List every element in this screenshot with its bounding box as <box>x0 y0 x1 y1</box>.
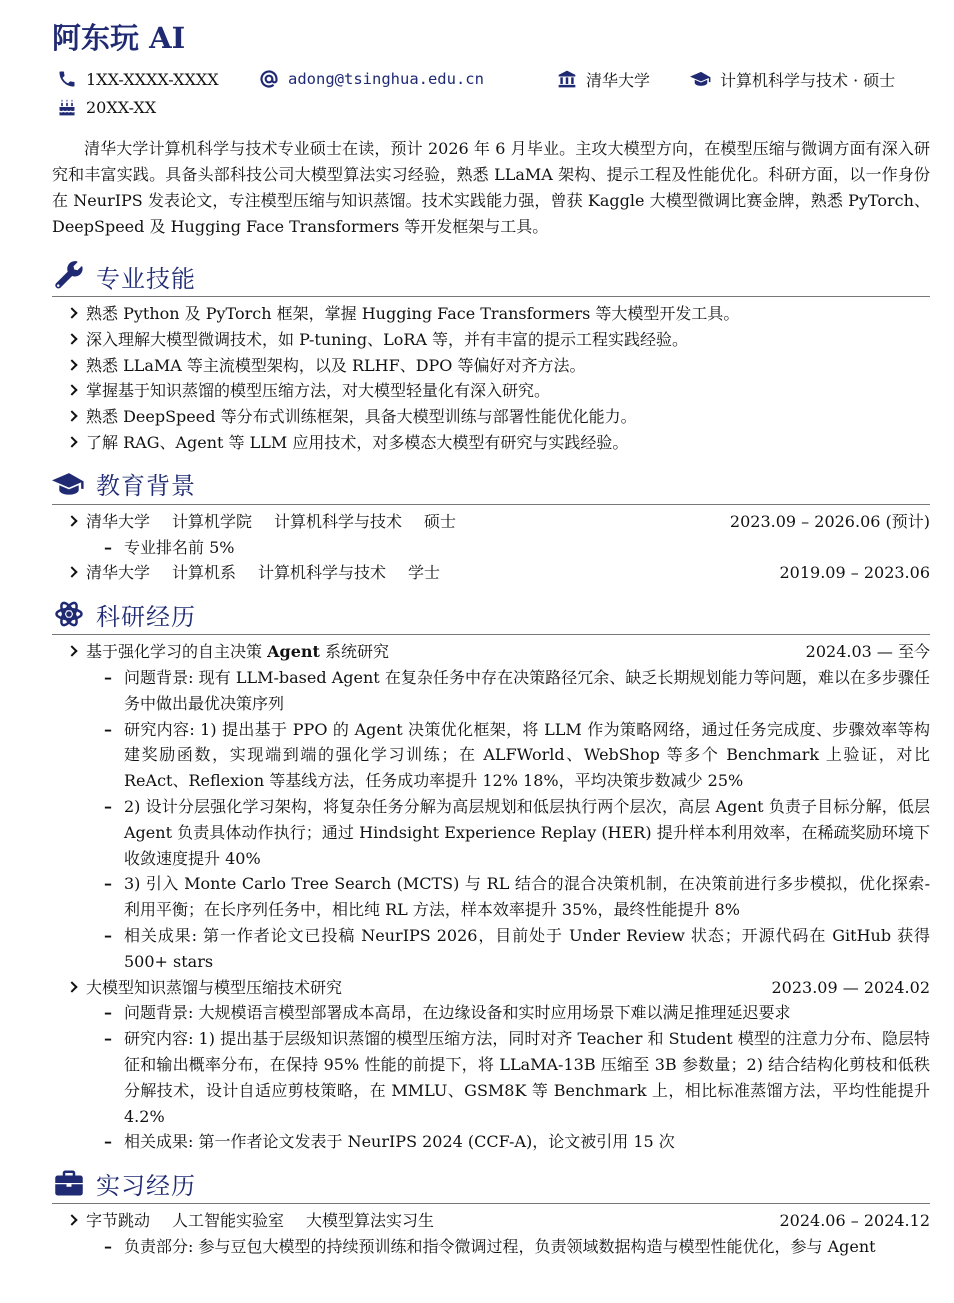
list-item: 了解 RAG、Agent 等 LLM 应用技术，对多模态大模型有研究与实践经验。 <box>52 430 930 456</box>
education-entry <box>52 509 930 535</box>
wrench-icon <box>52 261 86 291</box>
intern-role: 大模型算法实习生 <box>306 1211 435 1231</box>
degree-text: 计算机科学与技术 · 硕士 <box>720 70 896 90</box>
edu-date: 2019.09 – 2023.06 <box>779 563 930 583</box>
summary: 清华大学计算机科学与技术专业硕士在读，预计 2026 年 6 月毕业。主攻大模型方向，在模型压缩与微调方面有深入研究和丰富实践。具备头部科技公司大模型算法实习经验，熟悉 LLaMA 架构、提示工程及性能优化。科研方面，以一作身份在 NeurIPS 发表论文，专注模型压缩与知识蒸馏。技术实践能力强，曾获 Kaggle 大模型微调比赛金牌，熟悉 PyTorch、DeepSpeed 及 Hugging Face Transformers 等开发框架与工具。 <box>52 139 930 236</box>
project-point: – 研究内容: 1) 提出基于层级知识蒸馏的模型压缩方法，同时对齐 Teacher 和 Student 模型的注意力分布、隐层特征和输出概率分布，在保持 95% 性能的前提下，将 LLaMA-13B 压缩至 3B 参数量；2) 结合结构化剪枝和低秩分解技术，设计自适应剪枝策略，在 MMLU、GSM8K 等 Benchmark 上，相比标准蒸馏方法，平均性能提升 4.2% <box>52 1026 930 1129</box>
internship-list <box>52 1208 930 1260</box>
project-title-pre: 基于强化学习的自主决策 <box>86 642 268 662</box>
contact-email <box>258 66 484 92</box>
intern-date: 2024.06 – 2024.12 <box>779 1211 930 1231</box>
briefcase-icon <box>52 1168 86 1198</box>
project-point: – 3) 引入 Monte Carlo Tree Search (MCTS) 与 RL 结合的混合决策机制，在决策前进行多步模拟，优化探索-利用平衡；在长序列任务中，相比纯 RL 方法，样本效率提升 35%，最终性能提升 8% <box>52 871 930 923</box>
project-title-bold: Agent <box>267 642 320 662</box>
research-project <box>52 639 930 665</box>
edu-degree: 学士 <box>408 563 441 583</box>
project-title-post: 系统研究 <box>319 642 389 662</box>
contact-degree <box>690 66 895 92</box>
project-title-pre: 大模型知识蒸馏与模型压缩技术研究 <box>86 977 343 997</box>
edu-major: 计算机科学与技术 <box>258 563 387 583</box>
university-icon <box>556 69 578 89</box>
section-title-skills: 专业技能 <box>96 264 196 293</box>
section-header-skills <box>52 256 930 297</box>
project-point: – 研究内容: 1) 提出基于 PPO 的 Agent 决策优化框架，将 LLM 作为策略网络，通过任务完成度、步骤效率等构建奖励函数，实现端到端的强化学习训练；在 ALFWorld、WebShop 等多个 Benchmark 上验证，对比 ReAct、Reflexion 等基线方法，任务成功率提升 12% 18%，平均决策步数减少 25% <box>52 717 930 794</box>
cake-icon <box>56 97 78 117</box>
project-point: – 问题背景: 现有 LLM-based Agent 在复杂任务中存在决策路径冗余、缺乏长期规划能力等问题，难以在多步骤任务中做出最优决策序列 <box>52 665 930 717</box>
project-point: – 相关成果: 第一作者论文已投稿 NeurIPS 2026，目前处于 Under Review 状态；开源代码在 GitHub 获得 500+ stars <box>52 923 930 975</box>
research-list <box>52 639 930 1155</box>
list-item: 深入理解大模型微调技术，如 P-tuning、LoRA 等，并有丰富的提示工程实践经验。 <box>52 327 930 353</box>
section-header-research <box>52 594 930 635</box>
project-point: – 相关成果: 第一作者论文发表于 NeurIPS 2024 (CCF-A)，论文被引用 15 次 <box>52 1129 930 1155</box>
school-name: 清华大学 <box>586 70 651 90</box>
research-project <box>52 975 930 1001</box>
edu-note: – 专业排名前 5% <box>52 535 930 561</box>
list-item: 掌握基于知识蒸馏的模型压缩方法，对大模型轻量化有深入研究。 <box>52 378 930 404</box>
section-title-education: 教育背景 <box>96 472 196 501</box>
project-date: 2024.03 — 至今 <box>805 642 930 662</box>
at-icon <box>258 69 280 89</box>
edu-school: 清华大学 <box>86 563 151 583</box>
section-title-research: 科研经历 <box>96 602 196 631</box>
graduation-cap-icon <box>52 469 86 499</box>
birth-date: 20XX-XX <box>86 97 157 117</box>
skills-list <box>52 301 930 456</box>
project-point: – 问题背景: 大规模语言模型部署成本高昂，在边缘设备和实时应用场景下难以满足推理延迟要求 <box>52 1000 930 1026</box>
section-header-education <box>52 464 930 505</box>
contact-birth <box>56 94 156 120</box>
contact-phone <box>56 66 219 92</box>
resume-page <box>52 18 930 1260</box>
intern-point: – 负责部分: 参与豆包大模型的持续预训练和指令微调过程，负责领域数据构造与模型性能优化，参与 Agent <box>52 1234 930 1260</box>
section-title-internship: 实习经历 <box>96 1171 196 1200</box>
internship-entry <box>52 1208 930 1234</box>
education-list <box>52 509 930 586</box>
phone-number: 1XX-XXXX-XXXX <box>86 69 219 89</box>
edu-dept: 计算机系 <box>172 563 237 583</box>
section-header-internship <box>52 1163 930 1204</box>
list-item: 熟悉 DeepSpeed 等分布式训练框架，具备大模型训练与部署性能优化能力。 <box>52 404 930 430</box>
edu-degree: 硕士 <box>424 511 457 531</box>
candidate-name: 阿东玩 AI <box>52 21 186 55</box>
atom-icon <box>52 599 86 629</box>
list-item: 熟悉 LLaMA 等主流模型架构，以及 RLHF、DPO 等偏好对齐方法。 <box>52 353 930 379</box>
education-entry <box>52 560 930 586</box>
edu-school: 清华大学 <box>86 511 151 531</box>
edu-dept: 计算机学院 <box>172 511 253 531</box>
intern-company: 字节跳动 <box>86 1211 151 1231</box>
email-link[interactable]: adong@tsinghua.edu.cn <box>288 70 484 88</box>
edu-major: 计算机科学与技术 <box>274 511 403 531</box>
contact-info <box>52 66 930 124</box>
contact-school <box>556 66 650 92</box>
graduation-cap-icon <box>690 69 712 89</box>
project-date: 2023.09 — 2024.02 <box>771 977 930 997</box>
intern-dept: 人工智能实验室 <box>172 1211 285 1231</box>
phone-icon <box>56 69 78 89</box>
project-point: – 2) 设计分层强化学习架构，将复杂任务分解为高层规划和低层执行两个层次，高层 Agent 负责子目标分解，低层 Agent 负责具体动作执行；通过 Hindsight Experience Replay (HER) 提升样本利用效率，在稀疏奖励环境下收敛速度提升 40% <box>52 794 930 871</box>
list-item: 熟悉 Python 及 PyTorch 框架，掌握 Hugging Face Transformers 等大模型开发工具。 <box>52 301 930 327</box>
edu-date: 2023.09 – 2026.06 (预计) <box>729 511 930 531</box>
